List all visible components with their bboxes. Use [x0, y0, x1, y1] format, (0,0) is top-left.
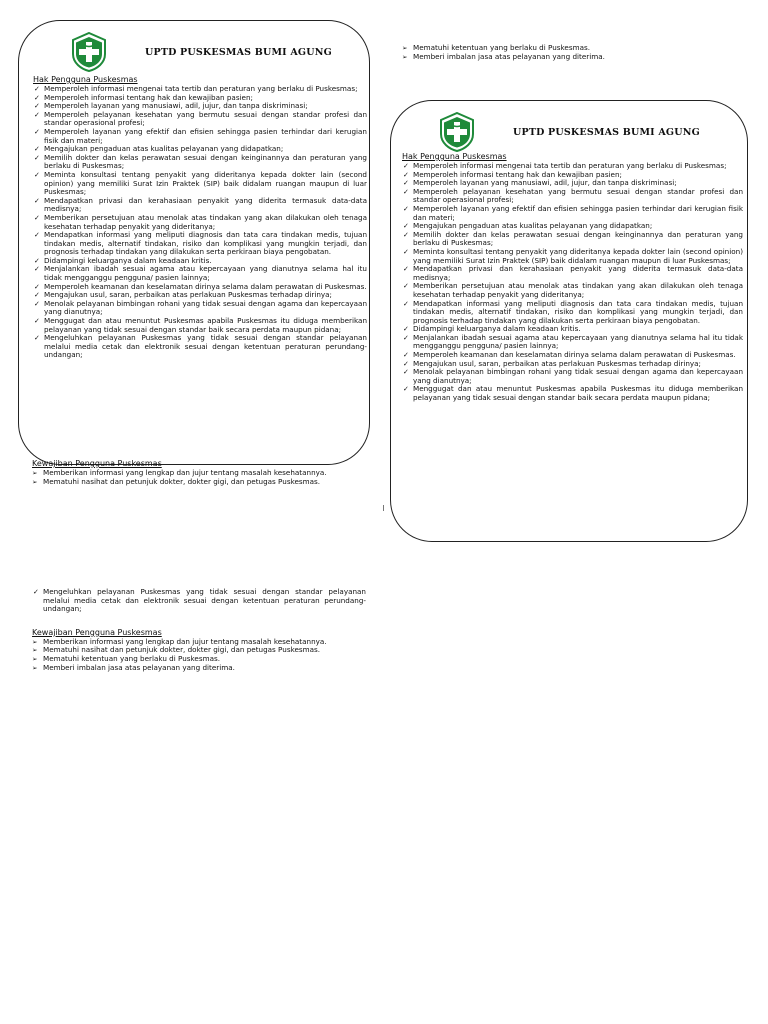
- kewajiban-list: [32, 469, 366, 486]
- checkmark-icon: ✓: [34, 299, 40, 308]
- hak-list: [402, 162, 743, 403]
- checkmark-icon: ✓: [403, 299, 409, 308]
- list-item: ✓ Memilih dokter dan kelas perawatan sesuai dengan keinginannya dan peraturan yang berlaku di Puskesmas;: [34, 152, 367, 171]
- hak-section: [33, 75, 367, 360]
- checkmark-icon: ✓: [34, 127, 40, 136]
- kewajiban-list: [32, 638, 366, 672]
- list-item: ✓ Didampingi keluarganya dalam keadaan kritis.: [34, 255, 212, 265]
- kewajiban-section-title: Kewajiban Pengguna Puskesmas: [32, 459, 162, 468]
- list-item: ✓ Menolak pelayanan bimbingan rohani yang tidak sesuai dengan agama dan kepercayaan yang dianutnya;: [403, 367, 743, 385]
- list-item: ✓ Menolak pelayanan bimbingan rohani yang tidak sesuai dengan agama dan kepercayaan yang dianutnya;: [34, 298, 367, 317]
- checkmark-icon: ✓: [34, 256, 40, 265]
- checkmark-icon: ✓: [403, 368, 409, 377]
- brochure-panel-left: [18, 20, 370, 465]
- list-item: ✓ Memberikan persetujuan atau menolak atas tindakan yang akan dilakukan oleh tenaga kesehatan terhadap penyakit yang dideritanya;: [403, 281, 743, 299]
- arrow-bullet-icon: ➢: [32, 469, 38, 477]
- list-item: ✓ Menggugat dan atau menuntut Puskesmas apabila Puskesmas itu diduga memberikan pelayanan yang tidak sesuai dengan standar baik secara perdata maupun pidana;: [403, 384, 743, 403]
- list-item: ➢ Mematuhi nasihat dan petunjuk dokter, dokter gigi, dan petugas Puskesmas.: [32, 476, 321, 486]
- list-item: ✓ Mengeluhkan pelayanan Puskesmas yang tidak sesuai dengan standar pelayanan melalui media cetak dan elektronik sesuai dengan ketentuan peraturan perundang-undangan;: [33, 587, 366, 614]
- list-item: ✓ Mengajukan pengaduan atas kualitas pelayanan yang didapatkan;: [34, 144, 284, 154]
- kewajiban-section-upper: [32, 459, 366, 486]
- checkmark-icon: ✓: [403, 247, 409, 256]
- panel-title: UPTD PUSKESMAS BUMI AGUNG: [513, 126, 700, 138]
- arrow-bullet-icon: ➢: [402, 44, 408, 52]
- checkmark-icon: ✓: [403, 187, 409, 196]
- list-item: ✓ Menjalankan ibadah sesuai agama atau kepercayaan yang dianutnya selama hal itu tidak mengganggu pengguna/ pasien lainnya;: [403, 332, 743, 351]
- fold-mark: [383, 505, 384, 511]
- checkmark-icon: ✓: [403, 162, 409, 170]
- checkmark-icon: ✓: [34, 334, 40, 343]
- list-item: ✓ Memperoleh informasi tentang hak dan kewajiban pasien;: [403, 169, 622, 179]
- list-item: ✓ Memperoleh informasi mengenai tata tertib dan peraturan yang berlaku di Puskesmas;: [403, 161, 727, 170]
- checkmark-icon: ✓: [403, 170, 409, 179]
- list-item: ➢ Memberikan informasi yang lengkap dan jujur tentang masalah kesehatannya.: [32, 636, 327, 646]
- list-item: ✓ Meminta konsultasi tentang penyakit yang dideritanya kepada dokter lain (second opinion) yang memiliki Surat Izin Praktek (SIP) baik didalam ruangan maupun di luar Puskesmas;: [34, 169, 367, 197]
- checkmark-icon: ✓: [403, 204, 409, 213]
- hak-list: [33, 85, 367, 360]
- list-item: ✓ Mengeluhkan pelayanan Puskesmas yang tidak sesuai dengan standar pelayanan melalui media cetak dan elektronik sesuai dengan ketentuan peraturan perundang-undangan;: [34, 333, 367, 360]
- list-item: ✓ Memilih dokter dan kelas perawatan sesuai dengan keinginannya dan peraturan yang berlaku di Puskesmas;: [403, 229, 743, 248]
- panel-title: UPTD PUSKESMAS BUMI AGUNG: [145, 46, 332, 58]
- checkmark-icon: ✓: [34, 231, 40, 240]
- list-item: ✓ Mengajukan usul, saran, perbaikan atas perlakuan Puskesmas terhadap dirinya;: [34, 290, 332, 300]
- list-item: ✓ Mendapatkan informasi yang meliputi diagnosis dan tata cara tindakan medis, tujuan tindakan medis, alternatif tindakan, risiko dan komplikasi yang mungkin terjadi, dan prognosis terhadap tindakan yang dilakukan serta perkiraan biaya pengobatan.: [403, 298, 743, 325]
- checkmark-icon: ✓: [34, 196, 40, 205]
- list-item: ✓ Mengajukan pengaduan atas kualitas pelayanan yang didapatkan;: [403, 221, 653, 231]
- list-item: ✓ Memperoleh pelayanan kesehatan yang bermutu sesuai dengan standar profesi dan standar operasional profesi;: [403, 186, 743, 205]
- checkmark-icon: ✓: [403, 333, 409, 342]
- arrow-bullet-icon: ➢: [32, 654, 38, 663]
- checkmark-icon: ✓: [34, 317, 40, 326]
- list-item: ➢ Memberi imbalan jasa atas pelayanan yang diterima.: [32, 662, 235, 672]
- list-item: ✓ Mendapatkan privasi dan kerahasiaan penyakit yang diderita termasuk data-data medisnya;: [403, 264, 743, 282]
- checkmark-icon: ✓: [34, 265, 40, 274]
- kewajiban-list-continued: [402, 44, 742, 61]
- checkmark-icon: ✓: [403, 222, 409, 231]
- arrow-bullet-icon: ➢: [32, 637, 38, 646]
- kewajiban-continued: [402, 44, 742, 61]
- list-item: ➢ Mematuhi ketentuan yang berlaku di Puskesmas.: [32, 653, 221, 663]
- list-item: ✓ Meminta konsultasi tentang penyakit yang dideritanya kepada dokter lain (second opinion) yang memiliki Surat Izin Praktek (SIP) baik didalam ruangan maupun di luar Puskesmas;: [403, 246, 743, 265]
- list-item: ✓ Memperoleh informasi mengenai tata tertib dan peraturan yang berlaku di Puskesmas;: [34, 84, 358, 93]
- arrow-bullet-icon: ➢: [32, 646, 38, 655]
- brochure-panel-right: [390, 100, 748, 542]
- list-item: ✓ Memperoleh informasi tentang hak dan kewajiban pasien;: [34, 92, 253, 102]
- lower-continuation: [32, 588, 366, 672]
- list-item: ➢ Memberikan informasi yang lengkap dan jujur tentang masalah kesehatannya.: [32, 468, 327, 477]
- list-item: ➢ Mematuhi nasihat dan petunjuk dokter, dokter gigi, dan petugas Puskesmas.: [32, 645, 321, 655]
- list-item: ✓ Menggugat dan atau menuntut Puskesmas apabila Puskesmas itu diduga memberikan pelayanan yang tidak sesuai dengan standar baik secara perdata maupun pidana;: [34, 316, 367, 334]
- arrow-bullet-icon: ➢: [402, 52, 408, 61]
- arrow-bullet-icon: ➢: [32, 477, 38, 486]
- list-item: ✓ Memperoleh layanan yang manusiawi, adil, jujur, dan tanpa diskriminasi;: [34, 101, 308, 111]
- hak-section: [402, 152, 743, 403]
- list-item: ✓ Menjalankan ibadah sesuai agama atau kepercayaan yang dianutnya selama hal itu tidak mengganggu pengguna/ pasien lainnya;: [34, 264, 367, 283]
- checkmark-icon: ✓: [34, 170, 40, 179]
- kewajiban-section-title: Kewajiban Pengguna Puskesmas: [32, 627, 162, 637]
- panel-header: [391, 101, 747, 157]
- checkmark-icon: ✓: [34, 153, 40, 162]
- checkmark-icon: ✓: [403, 282, 409, 291]
- hak-section-title: Hak Pengguna Puskesmas: [33, 75, 138, 84]
- list-item: ➢ Memberi imbalan jasa atas pelayanan yang diterima.: [402, 51, 605, 61]
- list-item: ✓ Memberikan persetujuan atau menolak atas tindakan yang akan dilakukan oleh tenaga kesehatan terhadap penyakit yang dideritanya;: [34, 212, 367, 231]
- list-item: ✓ Memperoleh keamanan dan keselamatan dirinya selama dalam perawatan di Puskesmas.: [34, 281, 367, 291]
- list-item: ➢ Mematuhi ketentuan yang berlaku di Puskesmas.: [402, 43, 591, 52]
- list-item: ✓ Memperoleh keamanan dan keselamatan dirinya selama dalam perawatan di Puskesmas.: [403, 350, 736, 360]
- checkmark-icon: ✓: [34, 93, 40, 102]
- puskesmas-logo-icon: [71, 32, 107, 72]
- checkmark-icon: ✓: [34, 102, 40, 111]
- list-item: ✓ Memperoleh layanan yang efektif dan efisien sehingga pasien terhindar dari kerugian fisik dan materi;: [403, 203, 743, 222]
- puskesmas-logo-icon: [439, 112, 475, 152]
- checkmark-icon: ✓: [34, 85, 40, 93]
- list-item: ✓ Didampingi keluarganya dalam keadaan kritis.: [403, 324, 581, 334]
- checkmark-icon: ✓: [403, 325, 409, 334]
- hak-list-continued: [32, 588, 366, 614]
- checkmark-icon: ✓: [403, 385, 409, 394]
- list-item: ✓ Memperoleh layanan yang manusiawi, adil, jujur, dan tanpa diskriminasi;: [403, 178, 677, 188]
- checkmark-icon: ✓: [403, 359, 409, 368]
- list-item: ✓ Mengajukan usul, saran, perbaikan atas perlakuan Puskesmas terhadap dirinya;: [403, 358, 701, 368]
- checkmark-icon: ✓: [403, 179, 409, 188]
- list-item: ✓ Mendapatkan privasi dan kerahasiaan penyakit yang diderita termasuk data-data medisnya;: [34, 195, 367, 214]
- checkmark-icon: ✓: [34, 282, 40, 291]
- checkmark-icon: ✓: [403, 265, 409, 274]
- checkmark-icon: ✓: [403, 230, 409, 239]
- checkmark-icon: ✓: [34, 213, 40, 222]
- checkmark-icon: ✓: [34, 110, 40, 119]
- hak-section-title: Hak Pengguna Puskesmas: [402, 152, 507, 161]
- panel-header: [19, 21, 369, 77]
- arrow-bullet-icon: ➢: [32, 663, 38, 672]
- checkmark-icon: ✓: [33, 588, 39, 596]
- checkmark-icon: ✓: [34, 145, 40, 154]
- list-item: ✓ Mendapatkan informasi yang meliputi diagnosis dan tata cara tindakan medis, tujuan tindakan medis, alternatif tindakan, risiko dan komplikasi yang mungkin terjadi, dan prognosis terhadap tindakan yang dilakukan serta perkiraan biaya pengobatan.: [34, 230, 367, 257]
- list-item: ✓ Memperoleh layanan yang efektif dan efisien sehingga pasien terhindar dari kerugian fisik dan materi;: [34, 126, 367, 145]
- checkmark-icon: ✓: [403, 351, 409, 360]
- list-item: ✓ Memperoleh pelayanan kesehatan yang bermutu sesuai dengan standar profesi dan standar operasional profesi;: [34, 109, 367, 128]
- checkmark-icon: ✓: [34, 291, 40, 300]
